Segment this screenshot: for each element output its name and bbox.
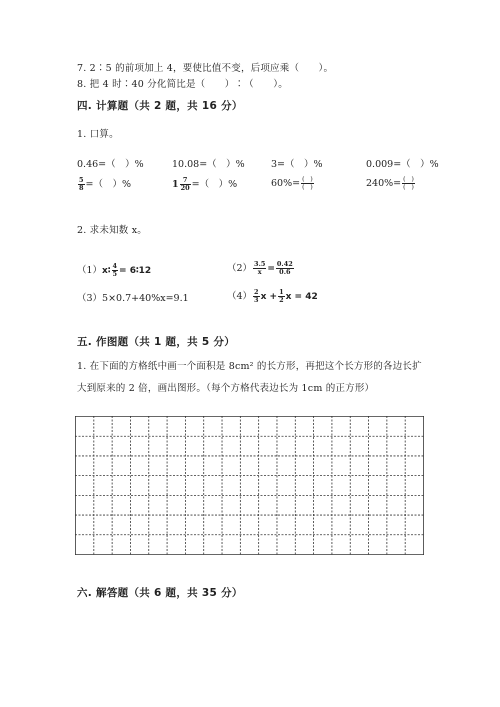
graph-paper-grid[interactable] — [75, 416, 424, 555]
fraction: $\frac{5}{8}$ — [79, 176, 84, 192]
calc-r1-c3: 3=（ ）% — [271, 159, 323, 170]
calc-r2-c3: 60%= $\frac{( )}{( )}$ — [271, 176, 313, 191]
section-5-q1-line2: 大到原来的 2 倍，画出图形。（每个方格代表边长为 1cm 的正方形） — [77, 383, 375, 394]
section-6-title: 六. 解答题（共 6 题，共 35 分） — [77, 587, 243, 599]
fraction: $\frac{( )}{( )}$ — [403, 176, 414, 191]
grid-lines — [75, 416, 424, 555]
calc-r2-c1: $\frac{5}{8}$ =（ ）% — [79, 176, 132, 192]
fraction: $\frac{4}{5}$ — [112, 262, 118, 278]
calc-r1-c2: 10.08=（ ）% — [172, 159, 245, 170]
equation-2: （2） $\frac{3.5}{x}$ = $\frac{0.42}{0.6}$ — [227, 260, 293, 276]
fraction: $\frac{3.5}{x}$ — [254, 260, 266, 276]
question-8: 8. 把 4 时∶40 分化简比是（ ）∶（ ）。 — [77, 79, 288, 90]
equation-1: （1）x∶ $\frac{4}{5}$ = 6∶12 — [77, 262, 152, 278]
fraction: $\frac{7}{20}$ — [180, 176, 190, 192]
calc-r1-c4: 0.009=（ ）% — [366, 159, 439, 170]
calc-r1-c1: 0.46=（ ）% — [77, 159, 144, 170]
section-5-title: 五. 作图题（共 1 题，共 5 分） — [77, 336, 236, 348]
fraction: $\frac{1}{2}$ — [279, 288, 284, 304]
fraction: $\frac{2}{3}$ — [254, 288, 259, 304]
question-7: 7. 2∶5 的前项加上 4，要使比值不变，后项应乘（ ）。 — [77, 63, 334, 74]
equation-3: （3）5×0.7+40%x=9.1 — [77, 293, 189, 304]
section-4-q2-title: 2. 求未知数 x。 — [77, 225, 147, 236]
section-4-q1-title: 1. 口算。 — [77, 129, 119, 140]
fraction: $\frac{( )}{( )}$ — [302, 176, 313, 191]
equation-4: （4） $\frac{2}{3}$ x + $\frac{1}{2}$ x = 42 — [227, 288, 318, 304]
fraction: $\frac{0.42}{0.6}$ — [276, 260, 293, 276]
section-5-q1-line1: 1. 在下面的方格纸中画一个面积是 8cm² 的长方形，再把这个长方形的各边长扩 — [77, 361, 422, 372]
calc-r2-c4: 240%= $\frac{( )}{( )}$ — [366, 176, 414, 191]
section-4-title: 四. 计算题（共 2 题，共 16 分） — [77, 100, 243, 112]
calc-r2-c2: 1 $\frac{7}{20}$ =（ ）% — [172, 176, 238, 192]
